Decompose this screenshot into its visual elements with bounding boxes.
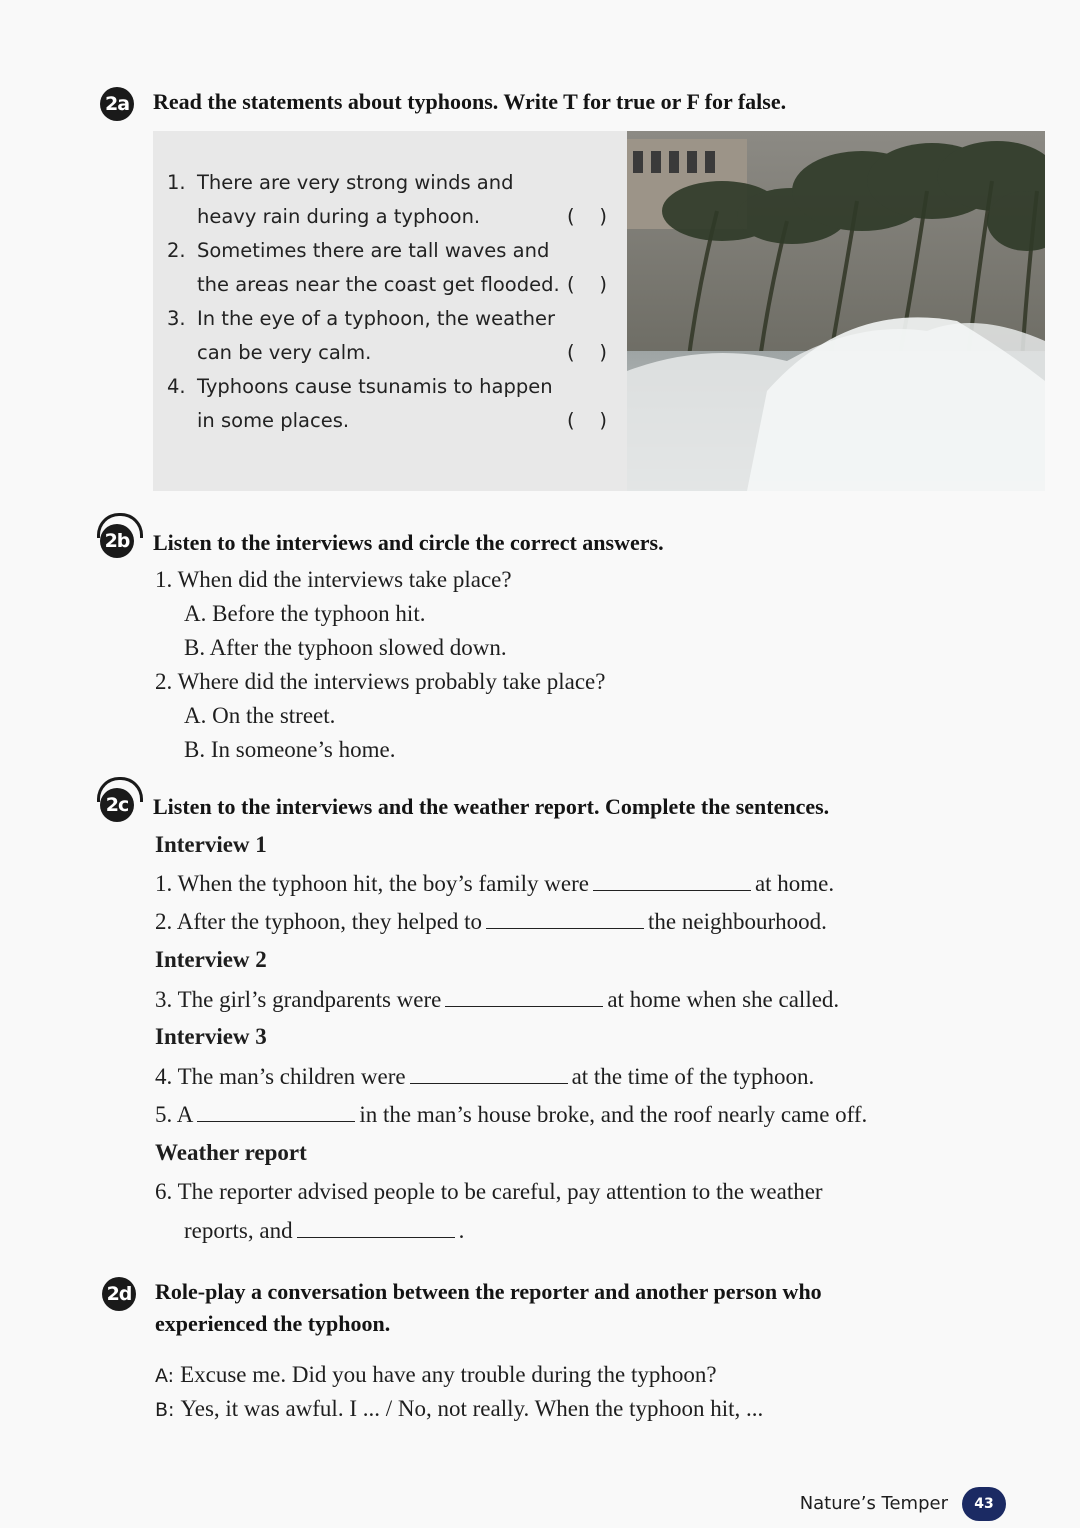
subheading-interview-1: Interview 1 xyxy=(155,832,267,857)
section-2d-title-line2: experienced the typhoon. xyxy=(155,1311,391,1336)
fill-blank[interactable] xyxy=(445,986,603,1007)
fill-blank[interactable] xyxy=(297,1217,455,1238)
sentence-3 xyxy=(155,986,839,1013)
sentence-text: 6. The reporter advised people to be careful, pay attention to the weather xyxy=(155,1179,823,1204)
sentence-text: 1. When the typhoon hit, the boy’s family were xyxy=(155,871,589,896)
statement-text: can be very calm. xyxy=(197,341,372,364)
statement-item xyxy=(167,239,627,307)
speaker-label: B: xyxy=(155,1399,175,1421)
statement-item xyxy=(167,171,627,239)
sentence-2 xyxy=(155,908,827,935)
answer-box[interactable]: ( ) xyxy=(567,409,608,432)
sentence-text: 2. After the typhoon, they helped to xyxy=(155,909,483,934)
section-2a-title: Read the statements about typhoons. Write T for true or F for false. xyxy=(153,89,787,114)
sentence-text: at home. xyxy=(754,871,835,896)
answer-box[interactable]: ( ) xyxy=(567,205,608,228)
section-badge-2b: 2b xyxy=(100,524,134,558)
section-2b-title: Listen to the interviews and circle the correct answers. xyxy=(153,530,664,555)
sentence-text: . xyxy=(458,1218,465,1243)
statement-text: Typhoons cause tsunamis to happen xyxy=(197,375,553,398)
fill-blank[interactable] xyxy=(486,908,644,929)
answer-box[interactable]: ( ) xyxy=(567,273,608,296)
answer-option[interactable]: B. In someone’s home. xyxy=(184,737,396,762)
sentence-text: 4. The man’s children were xyxy=(155,1064,406,1089)
question-text: 2. Where did the interviews probably take place? xyxy=(155,669,606,694)
section-2c-title: Listen to the interviews and the weather report. Complete the sentences. xyxy=(153,794,830,819)
sentence-text: at home when she called. xyxy=(607,987,840,1012)
page-number: 43 xyxy=(962,1487,1006,1521)
question-text: 1. When did the interviews take place? xyxy=(155,567,512,592)
statement-list xyxy=(167,171,627,443)
question-list-2b xyxy=(155,567,605,771)
typhoon-photo xyxy=(627,131,1045,491)
statement-number: 4. xyxy=(167,375,186,398)
section-badge-2c: 2c xyxy=(100,788,134,822)
dialogue-line-b xyxy=(155,1396,763,1422)
speaker-label: A: xyxy=(155,1365,175,1387)
statement-text: heavy rain during a typhoon. xyxy=(197,205,481,228)
dialogue-line-a xyxy=(155,1362,717,1388)
sentence-text: reports, and xyxy=(184,1218,293,1243)
statement-text: There are very strong winds and xyxy=(197,171,514,194)
sentence-5 xyxy=(155,1101,867,1128)
dialogue-text: Yes, it was awful. I ... / No, not really. When the typhoon hit, ... xyxy=(180,1396,764,1421)
sentence-text: in the man’s house broke, and the roof nearly came off. xyxy=(359,1102,868,1127)
statement-item xyxy=(167,307,627,375)
dialogue-text: Excuse me. Did you have any trouble during the typhoon? xyxy=(180,1362,717,1387)
sentence-text: the neighbourhood. xyxy=(648,909,827,934)
statement-text: the areas near the coast get flooded. xyxy=(197,273,560,296)
statement-text: in some places. xyxy=(197,409,350,432)
section-2d-title-line1: Role-play a conversation between the reporter and another person who xyxy=(155,1279,822,1304)
statement-item xyxy=(167,375,627,443)
section-badge-2d: 2d xyxy=(102,1277,136,1311)
answer-option[interactable]: B. After the typhoon slowed down. xyxy=(184,635,507,660)
subheading-interview-3: Interview 3 xyxy=(155,1024,267,1049)
fill-blank[interactable] xyxy=(410,1063,568,1084)
section-badge-2a: 2a xyxy=(100,87,134,121)
statement-text: In the eye of a typhoon, the weather xyxy=(197,307,556,330)
answer-option[interactable]: A. On the street. xyxy=(184,703,336,728)
subheading-weather-report: Weather report xyxy=(155,1140,307,1165)
answer-box[interactable]: ( ) xyxy=(567,341,608,364)
statement-text: Sometimes there are tall waves and xyxy=(197,239,550,262)
sentence-4 xyxy=(155,1063,814,1090)
answer-option[interactable]: A. Before the typhoon hit. xyxy=(184,601,426,626)
sentence-text: 3. The girl’s grandparents were xyxy=(155,987,442,1012)
sentence-6 xyxy=(155,1179,823,1205)
sentence-text: at the time of the typhoon. xyxy=(571,1064,815,1089)
subheading-interview-2: Interview 2 xyxy=(155,947,267,972)
unit-title: Nature’s Temper xyxy=(799,1493,948,1514)
statements-panel xyxy=(153,131,1045,491)
statement-number: 1. xyxy=(167,171,186,194)
statement-number: 2. xyxy=(167,239,186,262)
sentence-text: 5. A xyxy=(155,1102,194,1127)
sentence-6-continued xyxy=(184,1217,464,1244)
statement-number: 3. xyxy=(167,307,186,330)
fill-blank[interactable] xyxy=(593,870,751,891)
fill-blank[interactable] xyxy=(197,1101,355,1122)
sentence-1 xyxy=(155,870,834,897)
